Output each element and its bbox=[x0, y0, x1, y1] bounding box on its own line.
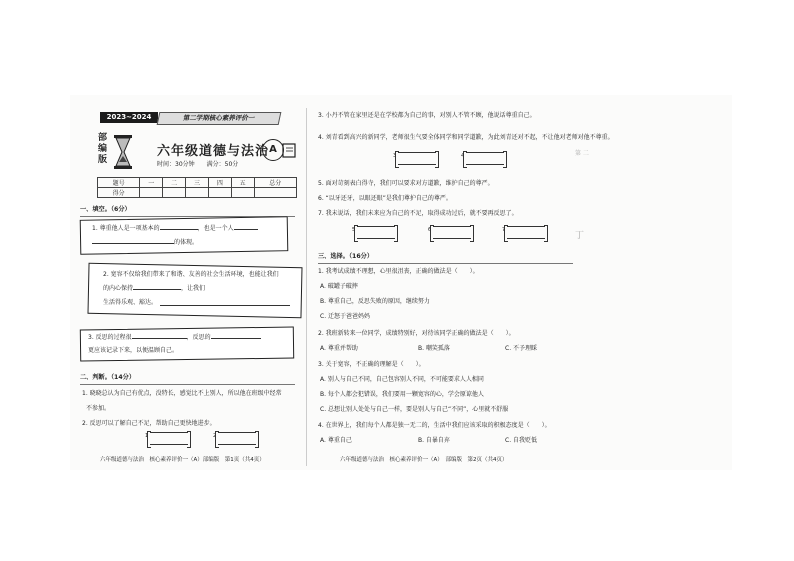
frame-number: 5 bbox=[352, 227, 356, 233]
answer-blank[interactable] bbox=[234, 229, 258, 230]
assessment-banner: 第二学期核心素养评价一 bbox=[157, 112, 282, 125]
answer-frame-3[interactable] bbox=[398, 152, 436, 165]
frame-number: 6 bbox=[428, 227, 432, 233]
s2-q3-text: 3. 小丹不管在家里还是在学校都为自己的事，对别人不管不顾，他说话尊重自己。 bbox=[318, 112, 536, 119]
option[interactable]: A. 尊重并帮助 bbox=[320, 345, 358, 352]
answer-blank[interactable] bbox=[160, 229, 198, 230]
s1-q2-text-a: 2. 宽容不仅给我们带来了和谐、友善的社会生活环境，也能让我们 bbox=[103, 271, 279, 278]
question-box-1 bbox=[80, 216, 289, 255]
s1-q1-text-a: 1. 尊重他人是一项基本的 bbox=[92, 225, 160, 232]
answer-blank[interactable] bbox=[133, 289, 181, 290]
score-cell[interactable] bbox=[231, 188, 254, 198]
answer-frame-6[interactable] bbox=[433, 226, 471, 239]
score-cell[interactable] bbox=[208, 188, 231, 198]
score-table-header-row bbox=[98, 178, 297, 188]
question-box-3 bbox=[80, 327, 294, 362]
s3-q4-text: 4. 在世界上，我们每个人都是独一无二的，生活中我们应该采取的积极态度是（ ）。 bbox=[318, 422, 551, 429]
score-cell[interactable] bbox=[140, 188, 163, 198]
s1-q3-text-a: 3. 反思的过程很 bbox=[88, 334, 132, 341]
s1-q3-text-b: ，反思的 bbox=[186, 334, 211, 341]
s2-q1-text-b: 不参加。 bbox=[86, 405, 111, 412]
s1-q1-text-c: 的体现。 bbox=[174, 239, 199, 246]
section-rule bbox=[318, 263, 573, 264]
s2-q1-text: 1. 晓晓总认为自己有优点，没特长，感觉比不上别人，所以他在班级中经常 bbox=[82, 390, 282, 397]
footer-left: 六年级道德与法治 核心素养评价一（A）部编版 第1页（共4页） bbox=[100, 457, 265, 463]
option[interactable]: B. 嘲笑孤落 bbox=[418, 345, 450, 352]
exam-meta: 时间：30分钟 满分：50分 bbox=[157, 161, 239, 168]
option[interactable]: B. 自暴自弃 bbox=[418, 437, 450, 444]
s3-q2-text: 2. 我班新转来一位同学，成绩特别好，对待该同学正确的做法是（ ）。 bbox=[318, 330, 515, 337]
option[interactable]: A. 破罐子破摔 bbox=[320, 283, 358, 290]
s1-q3-line bbox=[88, 334, 261, 342]
s2-q5-text: 5. 面对苛刻表白得寺，我们可以要求对方道歉，维护自己的尊严。 bbox=[318, 180, 494, 187]
option[interactable]: B. 每个人都会犯错误，我们要用一颗宽容的心，学会原谅他人 bbox=[320, 391, 484, 398]
answer-frame-5[interactable] bbox=[357, 226, 395, 239]
page-divider bbox=[306, 108, 307, 466]
table-cell: 三 bbox=[186, 178, 209, 188]
section2-heading: 二、判断。（14分） bbox=[80, 374, 136, 381]
s1-q1-text-b: ，也是一个人 bbox=[197, 225, 234, 232]
option[interactable]: B. 尊重自己，反思失败的原因，继续努力 bbox=[320, 298, 430, 305]
bleed-text: 丁 bbox=[575, 231, 585, 241]
score-table bbox=[97, 177, 297, 198]
s2-q6-text: 6. “以牙还牙，以眼还眼”是我们尊护自己的尊严。 bbox=[318, 195, 452, 202]
answer-frame-7[interactable] bbox=[507, 226, 545, 239]
s1-q3-text-c: 更应该记录下来，以便温顾自己。 bbox=[88, 347, 179, 354]
year-banner: 2023~2024 bbox=[100, 112, 158, 123]
frame-number: 2 bbox=[213, 433, 217, 439]
answer-frame-4[interactable] bbox=[466, 152, 504, 165]
frame-number: 1 bbox=[145, 433, 149, 439]
s3-q1-text: 1. 我考试成绩不理想，心里很沮丧，正确的做法是（ ）。 bbox=[318, 268, 479, 275]
frame-number: 3 bbox=[393, 153, 397, 159]
answer-blank[interactable] bbox=[92, 243, 174, 244]
exam-title: 六年级道德与法治 bbox=[157, 144, 270, 159]
answer-blank[interactable] bbox=[132, 338, 187, 339]
footer-right: 六年级道德与法治 核心素养评价一（A） 部编版 第2页（共4页） bbox=[340, 457, 508, 463]
s3-q3-text: 3. 关于宽容，不正确的理解是（ ）。 bbox=[318, 361, 425, 368]
s1-q1-line bbox=[92, 225, 258, 233]
hourglass-icon bbox=[113, 134, 133, 170]
section1-heading: 一、填空。（6分） bbox=[80, 206, 131, 213]
section-rule bbox=[80, 384, 295, 385]
option[interactable]: C. 自我贬低 bbox=[505, 437, 538, 444]
s1-q2-text-b: 的内心保持 bbox=[103, 285, 134, 292]
s2-q2-text: 2. 反思可以了解自己不足，帮助自己更快地进步。 bbox=[82, 420, 216, 427]
frame-number: 7 bbox=[502, 227, 506, 233]
answer-blank[interactable] bbox=[160, 305, 290, 306]
table-cell: 总分 bbox=[254, 178, 296, 188]
table-cell: 五 bbox=[231, 178, 254, 188]
answer-blank[interactable] bbox=[211, 338, 261, 339]
table-cell: 一 bbox=[140, 178, 163, 188]
table-cell: 四 bbox=[208, 178, 231, 188]
s2-q7-text: 7. 我未说话，我们未来应为自己的不足，取得成功过后，就不要再反思了。 bbox=[318, 210, 518, 217]
answer-frame-1[interactable] bbox=[150, 432, 188, 445]
score-cell[interactable] bbox=[254, 188, 296, 198]
edition-label: 部编版 bbox=[98, 133, 108, 165]
option[interactable]: C. 不予理睬 bbox=[505, 345, 538, 352]
s1-q2-text-c: ，让我们 bbox=[181, 285, 206, 292]
bleed-text: 第 二 bbox=[575, 150, 589, 157]
table-cell: 二 bbox=[163, 178, 186, 188]
score-cell[interactable] bbox=[163, 188, 186, 198]
s1-q2-line2 bbox=[103, 285, 205, 293]
table-cell: 题号 bbox=[98, 178, 140, 188]
frame-number: 4 bbox=[461, 153, 465, 159]
option[interactable]: C. 总想让别人处处与自己一样，要是别人与自己“不同”，心里就不舒服 bbox=[320, 406, 509, 413]
option[interactable]: A. 别人与自己不同，自己包容别人不同，不可能要求人人相同 bbox=[320, 376, 484, 383]
option[interactable]: C. 迁怒于爸爸妈妈 bbox=[320, 313, 371, 320]
score-table-score-row bbox=[98, 188, 297, 198]
table-cell: 得分 bbox=[98, 188, 140, 198]
s1-q2-text-d: 生活得乐观、豁达。 bbox=[103, 299, 158, 306]
section3-heading: 三、选择。（16分） bbox=[318, 253, 374, 260]
s1-q1-line2 bbox=[92, 239, 198, 247]
s2-q4-text: 4. 刘青看到高兴的新同学，老师很生气要全体同学和同学道歉，为此刘青还对不起，不让他对老师对他不尊重。 bbox=[318, 134, 614, 141]
book-icon bbox=[282, 142, 296, 158]
option[interactable]: A. 尊重自己 bbox=[320, 437, 352, 444]
grade-badge: A bbox=[262, 139, 284, 161]
answer-frame-2[interactable] bbox=[218, 432, 256, 445]
score-cell[interactable] bbox=[186, 188, 209, 198]
